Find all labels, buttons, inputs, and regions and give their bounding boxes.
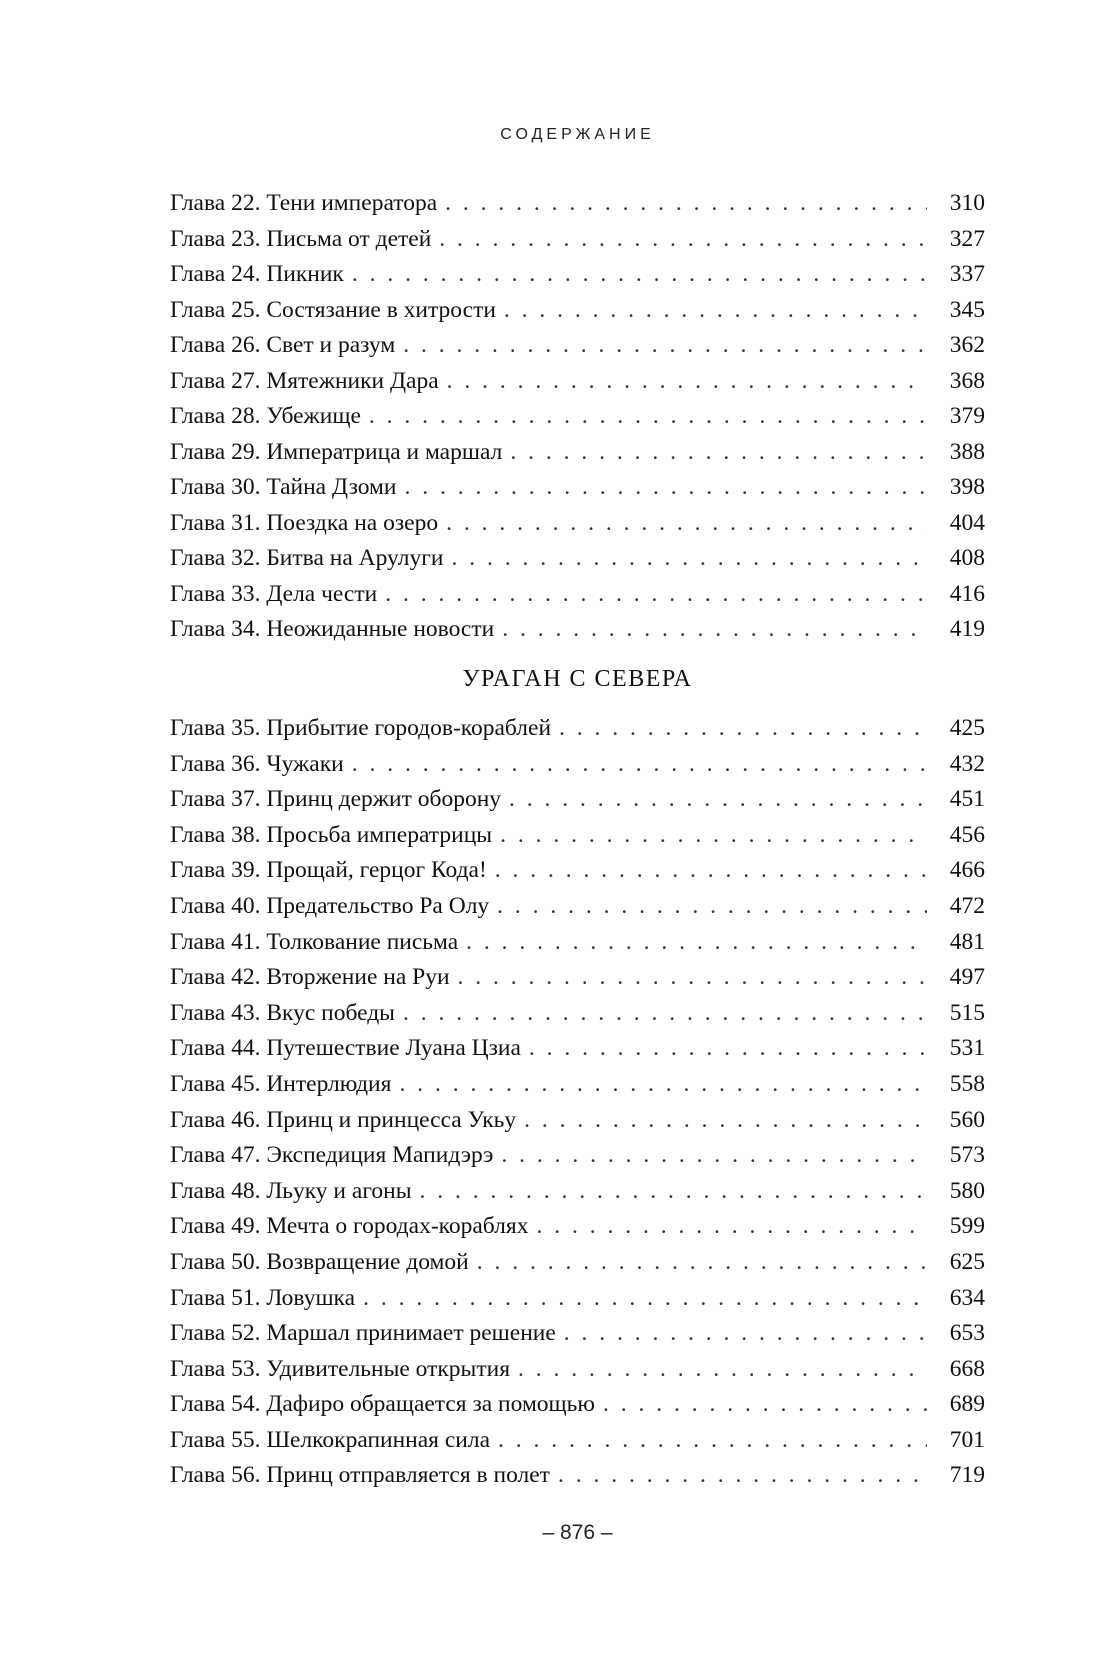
chapter-title: Глава 37. Принц держит оборону (170, 786, 502, 813)
dot-leader (558, 1458, 927, 1494)
chapter-title: Глава 34. Неожиданные новости (170, 616, 495, 642)
dot-leader (510, 435, 927, 471)
toc-entry (170, 328, 985, 364)
chapter-title: Глава 46. Принц и принцесса Укьу (170, 1106, 517, 1133)
chapter-title: Глава 49. Мечта о городах-кораблях (170, 1213, 529, 1240)
chapter-page-number: 634 (949, 1284, 985, 1311)
toc-list-part2 (170, 711, 985, 1494)
chapter-page-number: 573 (949, 1142, 985, 1169)
toc-entry (170, 889, 985, 925)
chapter-page-number: 653 (949, 1320, 985, 1347)
chapter-title: Глава 25. Состязание в хитрости (170, 296, 496, 323)
chapter-title: Глава 48. Льуку и агоны (170, 1177, 412, 1204)
chapter-title: Глава 39. Прощай, герцог Кода! (170, 857, 487, 884)
chapter-page-number: 327 (949, 225, 985, 252)
chapter-page-number: 625 (949, 1248, 985, 1275)
chapter-page-number: 719 (949, 1462, 985, 1489)
dot-leader (446, 506, 927, 542)
chapter-title: Глава 47. Экспедиция Мапидэрэ (170, 1142, 494, 1169)
dot-leader (524, 1103, 927, 1139)
chapter-title: Глава 53. Удивительные открытия (170, 1355, 511, 1382)
toc-entry (170, 541, 985, 577)
dot-leader (536, 1209, 927, 1245)
chapter-title: Глава 29. Императрица и маршал (170, 438, 503, 465)
toc-entry (170, 257, 985, 293)
chapter-title: Глава 23. Письма от детей (170, 225, 432, 252)
toc-entry (170, 506, 985, 542)
chapter-title: Глава 41. Толкование письма (170, 928, 459, 955)
dot-leader (451, 541, 927, 577)
chapter-page-number: 456 (949, 821, 985, 848)
toc-entry (170, 1067, 985, 1103)
toc-entry (170, 293, 985, 329)
toc-entry (170, 818, 985, 854)
chapter-page-number: 515 (949, 999, 985, 1026)
toc-entry (170, 577, 985, 613)
chapter-title: Глава 35. Прибытие городов-кораблей (170, 715, 552, 741)
running-head: СОДЕРЖАНИЕ (500, 126, 655, 143)
dot-leader (501, 1138, 927, 1174)
chapter-page-number: 362 (949, 332, 985, 358)
chapter-page-number: 451 (949, 786, 985, 813)
dot-leader (403, 328, 927, 364)
toc-entry (170, 782, 985, 818)
toc-entry (170, 364, 985, 400)
chapter-title: Глава 43. Вкус победы (170, 999, 395, 1026)
chapter-page-number: 497 (949, 964, 985, 991)
chapter-title: Глава 42. Вторжение на Руи (170, 964, 450, 991)
dot-leader (419, 1174, 927, 1210)
chapter-title: Глава 36. Чужаки (170, 750, 344, 777)
dot-leader (363, 1281, 927, 1317)
toc-entry (170, 960, 985, 996)
chapter-title: Глава 52. Маршал принимает решение (170, 1320, 556, 1347)
toc-entry (170, 1458, 985, 1494)
dot-leader (559, 711, 927, 747)
toc-entry (170, 1423, 985, 1459)
toc-entry (170, 435, 985, 471)
chapter-page-number: 481 (949, 928, 985, 955)
chapter-title: Глава 50. Возвращение домой (170, 1248, 469, 1275)
dot-leader (405, 470, 928, 506)
dot-leader (439, 222, 927, 258)
chapter-page-number: 404 (949, 509, 985, 536)
dot-leader (504, 293, 927, 329)
chapter-title: Глава 56. Принц отправляется в полет (170, 1462, 550, 1489)
toc-entry (170, 1245, 985, 1281)
chapter-title: Глава 22. Тени императора (170, 190, 438, 216)
dot-leader (399, 1067, 927, 1103)
toc-entry (170, 399, 985, 435)
chapter-page-number: 310 (949, 190, 985, 216)
toc-entry (170, 1138, 985, 1174)
chapter-page-number: 419 (949, 616, 985, 642)
dot-leader (403, 996, 927, 1032)
toc-entry (170, 925, 985, 961)
toc-entry (170, 996, 985, 1032)
toc-entry (170, 747, 985, 783)
chapter-page-number: 388 (949, 438, 985, 465)
dot-leader (518, 1352, 927, 1388)
chapter-page-number: 599 (949, 1213, 985, 1240)
section-heading: УРАГАН С СЕВЕРА (462, 666, 693, 692)
page-number: – 876 – (542, 1521, 613, 1544)
chapter-title: Глава 30. Тайна Дзоми (170, 474, 397, 500)
dot-leader (509, 782, 927, 818)
chapter-title: Глава 55. Шелкокрапинная сила (170, 1426, 491, 1453)
chapter-title: Глава 38. Просьба императрицы (170, 821, 493, 848)
dot-leader (477, 1245, 927, 1281)
dot-leader (352, 747, 927, 783)
dot-leader (352, 257, 927, 293)
dot-leader (603, 1387, 927, 1423)
toc-entry (170, 1103, 985, 1139)
chapter-title: Глава 54. Дафиро обращается за помощью (170, 1391, 595, 1418)
chapter-page-number: 408 (949, 545, 985, 571)
chapter-page-number: 689 (949, 1391, 985, 1418)
dot-leader (466, 925, 927, 961)
chapter-title: Глава 24. Пикник (170, 261, 344, 287)
toc-entry (170, 1031, 985, 1067)
dot-leader (495, 853, 927, 889)
dot-leader (564, 1316, 927, 1352)
dot-leader (498, 1423, 927, 1459)
chapter-page-number: 432 (949, 750, 985, 777)
dot-leader (529, 1031, 927, 1067)
chapter-title: Глава 44. Путешествие Луана Цзиа (170, 1035, 521, 1062)
dot-leader (458, 960, 927, 996)
chapter-page-number: 466 (949, 857, 985, 884)
chapter-page-number: 668 (949, 1355, 985, 1382)
chapter-page-number: 531 (949, 1035, 985, 1062)
dot-leader (369, 399, 927, 435)
toc-entry (170, 1281, 985, 1317)
chapter-title: Глава 26. Свет и разум (170, 332, 396, 358)
dot-leader (500, 818, 927, 854)
chapter-page-number: 472 (949, 892, 985, 919)
dot-leader (385, 577, 927, 613)
chapter-title: Глава 27. Мятежники Дара (170, 367, 439, 394)
dot-leader (445, 186, 927, 222)
toc-entry (170, 711, 985, 747)
chapter-page-number: 398 (949, 474, 985, 500)
chapter-title: Глава 40. Предательство Ра Олу (170, 892, 490, 919)
toc-list-part1 (170, 186, 985, 648)
chapter-page-number: 368 (949, 367, 985, 394)
toc-entry (170, 853, 985, 889)
chapter-page-number: 379 (949, 403, 985, 429)
chapter-title: Глава 32. Битва на Арулуги (170, 545, 444, 571)
chapter-title: Глава 33. Дела чести (170, 580, 378, 607)
toc-entry (170, 470, 985, 506)
chapter-page-number: 425 (949, 715, 985, 741)
chapter-page-number: 337 (949, 261, 985, 287)
chapter-page-number: 560 (949, 1106, 985, 1133)
chapter-title: Глава 45. Интерлюдия (170, 1070, 392, 1097)
toc-entry (170, 1387, 985, 1423)
chapter-page-number: 416 (949, 580, 985, 607)
dot-leader (447, 364, 927, 400)
chapter-page-number: 558 (949, 1070, 985, 1097)
toc-entry (170, 1316, 985, 1352)
toc-entry (170, 612, 985, 648)
toc-entry (170, 1174, 985, 1210)
chapter-page-number: 580 (949, 1177, 985, 1204)
toc-entry (170, 222, 985, 258)
dot-leader (497, 889, 927, 925)
toc-entry (170, 1209, 985, 1245)
toc-entry (170, 186, 985, 222)
chapter-page-number: 701 (949, 1426, 985, 1453)
chapter-page-number: 345 (949, 296, 985, 323)
dot-leader (502, 612, 927, 648)
chapter-title: Глава 28. Убежище (170, 403, 361, 429)
chapter-title: Глава 51. Ловушка (170, 1284, 356, 1311)
chapter-title: Глава 31. Поездка на озеро (170, 509, 439, 536)
toc-entry (170, 1352, 985, 1388)
